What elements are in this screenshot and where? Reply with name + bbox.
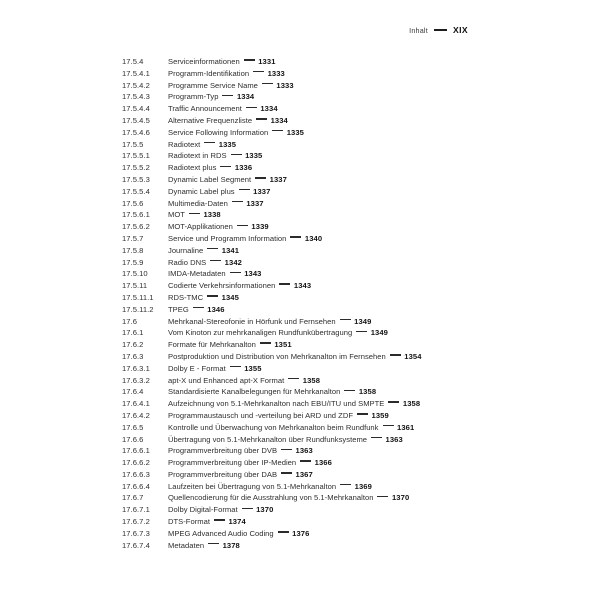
toc-entry-page-number: 1338: [203, 210, 221, 220]
toc-entry-title: Dolby E - Format: [168, 363, 226, 373]
toc-entry-page-number: 1333: [267, 68, 285, 78]
toc-entry-body: [168, 221, 269, 233]
toc-entry[interactable]: [122, 492, 576, 504]
toc-entry-page-number: 1343: [244, 269, 262, 279]
toc-entry-body: [168, 445, 313, 457]
toc-entry-number: 17.6.3.1: [122, 363, 150, 373]
toc-entry-page-number: 1349: [354, 316, 372, 326]
toc-entry-page-number: 1370: [391, 493, 410, 503]
toc-entry[interactable]: [122, 481, 576, 493]
toc-leader-rule-icon: [232, 201, 243, 202]
toc-entry[interactable]: [122, 186, 576, 198]
toc-entry-number: 17.5.5.1: [122, 151, 150, 161]
toc-entry[interactable]: [122, 174, 576, 186]
toc-entry-number: 17.6.7.3: [122, 528, 150, 538]
toc-entry-title: Programmverbreitung über IP-Medien: [168, 458, 297, 468]
toc-entry[interactable]: [122, 80, 576, 92]
toc-entry-number: 17.5.4.2: [122, 80, 150, 90]
toc-entry-body: [168, 457, 332, 469]
toc-entry-title: Programm-Identifikation: [168, 68, 250, 78]
toc-entry-body: [168, 268, 261, 280]
toc-leader-rule-icon: [390, 354, 401, 355]
toc-leader-rule-icon: [246, 107, 257, 108]
toc-entry-title: DTS-Format: [168, 517, 210, 527]
toc-entry-page-number: 1335: [245, 151, 263, 161]
toc-entry-number: 17.6.6.4: [122, 481, 150, 491]
toc-entry[interactable]: [122, 434, 576, 446]
toc-entry-number: 17.5.6: [122, 198, 144, 208]
toc-entry-page-number: 1378: [222, 540, 240, 550]
toc-entry[interactable]: [122, 398, 576, 410]
toc-entry-body: [168, 339, 292, 351]
toc-entry-title: Laufzeiten bei Übertragung von 5.1-Mehrkanalton: [168, 481, 337, 491]
toc-entry-title: Service Following Information: [168, 127, 269, 137]
toc-entry-body: [168, 233, 322, 245]
toc-entry-body: [168, 327, 388, 339]
toc-leader-rule-icon: [210, 260, 221, 261]
toc-entry[interactable]: [122, 386, 576, 398]
toc-entry-number: 17.5.4.5: [122, 115, 150, 125]
toc-entry-number: 17.6.1: [122, 328, 144, 338]
toc-leader-rule-icon: [242, 508, 253, 509]
toc-entry[interactable]: [122, 115, 576, 127]
toc-entry-page-number: 1331: [258, 57, 276, 66]
toc-entry[interactable]: [122, 540, 576, 552]
toc-entry-body: [168, 316, 371, 328]
toc-entry[interactable]: [122, 245, 576, 257]
toc-entry-body: [168, 56, 276, 68]
toc-entry-page-number: 1361: [397, 422, 415, 432]
toc-entry-title: Serviceinformationen: [168, 57, 240, 66]
toc-entry-title: Dolby Digital-Format: [168, 505, 238, 515]
toc-leader-rule-icon: [383, 425, 394, 426]
toc-entry-body: [168, 504, 273, 516]
toc-entry-title: Radiotext plus: [168, 163, 217, 173]
toc-entry[interactable]: [122, 363, 576, 375]
toc-leader-rule-icon: [208, 543, 219, 544]
toc-entry[interactable]: [122, 327, 576, 339]
toc-entry-title: Aufzeichnung von 5.1-Mehrkanalton nach EBU/ITU und SMPTE: [168, 399, 385, 409]
toc-entry[interactable]: [122, 91, 576, 103]
toc-entry-body: [168, 209, 221, 221]
toc-entry-page-number: 1339: [251, 222, 269, 232]
toc-entry[interactable]: [122, 457, 576, 469]
toc-entry-page-number: 1367: [295, 469, 313, 479]
toc-entry-body: [168, 492, 409, 504]
toc-entry-page-number: 1334: [236, 92, 255, 102]
toc-leader-rule-icon: [290, 236, 301, 237]
toc-entry-page-number: 1363: [295, 446, 313, 456]
toc-entry-page-number: 1337: [253, 186, 271, 196]
toc-entry-number: 17.6.7.4: [122, 540, 150, 550]
toc-entry-body: [168, 103, 278, 115]
toc-entry-title: Programme Service Name: [168, 80, 258, 90]
toc-entry-title: Dynamic Label Segment: [168, 174, 252, 184]
toc-entry-number: 17.5.6.2: [122, 222, 150, 232]
toc-entry-body: [168, 422, 414, 434]
toc-leader-rule-icon: [204, 142, 215, 143]
toc-entry-number: 17.5.8: [122, 245, 144, 255]
toc-entry-number: 17.5.5.3: [122, 174, 150, 184]
toc-entry[interactable]: [122, 351, 576, 363]
toc-entry-number: 17.6.7.1: [122, 505, 150, 515]
toc-entry-title: Multimedia-Daten: [168, 198, 228, 208]
toc-entry[interactable]: [122, 528, 576, 540]
toc-entry-page-number: 1349: [370, 328, 388, 338]
toc-leader-rule-icon: [189, 213, 200, 214]
toc-entry-page-number: 1374: [228, 517, 246, 527]
toc-entry-number: 17.5.5: [122, 139, 144, 149]
toc-entry-body: [168, 115, 288, 127]
toc-entry-body: [168, 351, 422, 363]
toc-entry-title: Radiotext in RDS: [168, 151, 227, 161]
toc-leader-rule-icon: [193, 307, 204, 308]
toc-entry-body: [168, 386, 376, 398]
running-head-rule-icon: [434, 29, 447, 31]
toc-entry-title: Alternative Frequenzliste: [168, 115, 253, 125]
toc-entry-number: 17.6.7: [122, 493, 144, 503]
toc-entry-body: [168, 280, 311, 292]
toc-leader-rule-icon: [237, 225, 248, 226]
toc-entry[interactable]: [122, 316, 576, 328]
toc-entry-body: [168, 375, 320, 387]
toc-entry-number: 17.6.3.2: [122, 375, 150, 385]
toc-leader-rule-icon: [377, 496, 388, 497]
toc-entry-body: [168, 540, 240, 552]
toc-entry-body: [168, 127, 304, 139]
toc-entry-number: 17.5.10: [122, 269, 148, 279]
toc-entry[interactable]: [122, 445, 576, 457]
toc-entry-title: Metadaten: [168, 540, 205, 550]
toc-entry-number: 17.6.5: [122, 422, 144, 432]
toc-entry-title: Radio DNS: [168, 257, 207, 267]
toc-entry-number: 17.6.4: [122, 387, 144, 397]
toc-entry[interactable]: [122, 304, 576, 316]
toc-leader-rule-icon: [300, 460, 311, 461]
toc-leader-rule-icon: [222, 95, 233, 96]
toc-entry-title: Vom Kinoton zur mehrkanaligen Rundfunkübertragung: [168, 328, 353, 338]
toc-entry-number: 17.5.4: [122, 57, 144, 66]
toc-entry-number: 17.5.4.6: [122, 127, 150, 137]
toc-leader-rule-icon: [231, 154, 242, 155]
toc-entry-number: 17.5.9: [122, 257, 144, 267]
toc-entry-body: [168, 304, 225, 316]
toc-entry-number: 17.5.4.3: [122, 92, 150, 102]
toc-leader-rule-icon: [239, 189, 250, 190]
toc-entry[interactable]: [122, 422, 576, 434]
toc-leader-rule-icon: [253, 71, 264, 72]
toc-entry-page-number: 1370: [256, 505, 274, 515]
toc-entry[interactable]: [122, 150, 576, 162]
toc-leader-rule-icon: [230, 366, 241, 367]
toc-entry-page-number: 1376: [292, 528, 310, 538]
toc-entry-title: Programmaustausch und -verteilung bei ARD und ZDF: [168, 410, 354, 420]
toc-leader-rule-icon: [207, 295, 218, 296]
toc-entry-body: [168, 150, 262, 162]
toc-entry-body: [168, 257, 242, 269]
toc-leader-rule-icon: [340, 319, 351, 320]
toc-entry-number: 17.5.11.1: [122, 292, 154, 302]
toc-leader-rule-icon: [220, 166, 231, 167]
toc-entry[interactable]: [122, 257, 576, 269]
toc-entry[interactable]: [122, 339, 576, 351]
toc-leader-rule-icon: [281, 449, 292, 450]
toc-entry-page-number: 1337: [269, 174, 287, 184]
toc-entry-title: IMDA-Metadaten: [168, 269, 226, 279]
toc-leader-rule-icon: [207, 248, 218, 249]
toc-entry-body: [168, 434, 403, 446]
toc-entry-page-number: 1358: [302, 375, 321, 385]
toc-entry[interactable]: [122, 516, 576, 528]
toc-entry[interactable]: [122, 280, 576, 292]
toc-entry-body: [168, 528, 309, 540]
toc-entry-number: 17.6.4.2: [122, 410, 150, 420]
toc-leader-rule-icon: [272, 130, 283, 131]
toc-entry-title: Journaline: [168, 245, 204, 255]
toc-entry-body: [168, 481, 372, 493]
toc-entry-title: MOT-Applikationen: [168, 222, 233, 232]
toc-entry[interactable]: [122, 469, 576, 481]
toc-entry-body: [168, 139, 236, 151]
toc-entry-page-number: 1369: [354, 481, 372, 491]
toc-entry-page-number: 1366: [314, 458, 332, 468]
toc-leader-rule-icon: [262, 83, 273, 84]
toc-entry-body: [168, 174, 287, 186]
toc-entry-title: Standardisierte Kanalbelegungen für Mehrkanalton: [168, 387, 341, 397]
toc-entry-title: Service und Programm Information: [168, 233, 287, 243]
toc-entry-number: 17.5.5.4: [122, 186, 150, 196]
toc-entry-number: 17.6.6.1: [122, 446, 150, 456]
toc-entry-number: 17.5.6.1: [122, 210, 150, 220]
toc-leader-rule-icon: [388, 401, 399, 402]
toc-entry-body: [168, 198, 264, 210]
toc-entry-number: 17.6: [122, 316, 137, 326]
toc-leader-rule-icon: [214, 519, 225, 520]
toc-entry-page-number: 1334: [260, 104, 278, 114]
toc-entry[interactable]: [122, 292, 576, 304]
toc-entry-title: MOT: [168, 210, 185, 220]
toc-entry-body: [168, 245, 239, 257]
toc-entry-number: 17.5.11: [122, 281, 148, 291]
running-head: [409, 25, 468, 35]
toc-entry-body: [168, 469, 313, 481]
toc-entry-title: Mehrkanal-Stereofonie in Hörfunk und Fernsehen: [168, 316, 336, 326]
toc-entry-body: [168, 80, 294, 92]
toc-entry-page-number: 1335: [218, 139, 237, 149]
toc-entry-page-number: 1341: [221, 245, 240, 255]
toc-entry-page-number: 1359: [371, 410, 389, 420]
toc-entry[interactable]: [122, 410, 576, 422]
toc-leader-rule-icon: [357, 413, 368, 414]
toc-entry-page-number: 1358: [402, 399, 421, 409]
toc-leader-rule-icon: [279, 283, 290, 284]
toc-entry-number: 17.6.7.2: [122, 517, 150, 527]
toc-entry-title: Kontrolle und Überwachung von Mehrkanalton beim Rundfunk: [168, 422, 379, 432]
toc-entry-number: 17.6.6.3: [122, 469, 150, 479]
toc-entry-page-number: 1363: [385, 434, 403, 444]
toc-leader-rule-icon: [281, 472, 292, 473]
toc-entry-page-number: 1342: [224, 257, 242, 267]
toc-leader-rule-icon: [244, 59, 255, 60]
toc-leader-rule-icon: [344, 390, 355, 391]
toc-entry-body: [168, 292, 239, 304]
toc-entry[interactable]: [122, 68, 576, 80]
toc-entry-page-number: 1355: [244, 363, 262, 373]
toc-entry-page-number: 1346: [207, 304, 225, 314]
toc-entry[interactable]: [122, 221, 576, 233]
toc-entry-body: [168, 91, 254, 103]
toc-entry-title: Übertragung von 5.1-Mehrkanalton über Rundfunksysteme: [168, 434, 368, 444]
running-head-label: Inhalt: [409, 25, 428, 35]
toc-entry-title: RDS-TMC: [168, 292, 204, 302]
toc-entry-body: [168, 68, 285, 80]
toc-entry-title: Programm-Typ: [168, 92, 219, 102]
toc-entry[interactable]: [122, 127, 576, 139]
toc-entry-page-number: 1354: [404, 351, 422, 361]
toc-leader-rule-icon: [340, 484, 351, 485]
toc-entry[interactable]: [122, 233, 576, 245]
toc-entry-title: Codierte Verkehrsinformationen: [168, 281, 276, 291]
toc-leader-rule-icon: [356, 331, 367, 332]
toc-entry-number: 17.5.7: [122, 233, 144, 243]
toc-entry-page-number: 1358: [358, 387, 377, 397]
toc-entry-title: Radiotext: [168, 139, 201, 149]
toc-entry-number: 17.5.4.1: [122, 68, 150, 78]
toc-leader-rule-icon: [260, 342, 271, 343]
toc-entry-number: 17.5.11.2: [122, 304, 154, 314]
toc-entry-page-number: 1335: [286, 127, 304, 137]
toc-leader-rule-icon: [255, 177, 266, 178]
toc-entry-number: 17.6.3: [122, 351, 144, 361]
toc-entry-page-number: 1336: [234, 163, 253, 173]
toc-entry[interactable]: [122, 162, 576, 174]
toc-entry-page-number: 1351: [274, 340, 292, 350]
toc-entry-number: 17.6.2: [122, 340, 144, 350]
toc-entry-number: 17.5.5.2: [122, 163, 150, 173]
toc-entry-body: [168, 410, 389, 422]
toc-leader-rule-icon: [278, 531, 289, 532]
toc-entry-body: [168, 186, 270, 198]
toc-entry-number: 17.6.6: [122, 434, 144, 444]
toc-entry-page-number: 1343: [293, 281, 312, 291]
toc-entry-number: 17.6.4.1: [122, 399, 150, 409]
toc-entry-body: [168, 363, 262, 375]
toc-entry-title: apt-X und Enhanced apt-X Format: [168, 375, 285, 385]
toc-entry-page-number: 1345: [221, 292, 239, 302]
toc-entry-page-number: 1334: [270, 115, 288, 125]
toc-entry-body: [168, 516, 246, 528]
toc-entry[interactable]: [122, 103, 576, 115]
toc-entry-title: Quellencodierung für die Ausstrahlung von 5.1-Mehrkanalton: [168, 493, 374, 503]
toc-entry[interactable]: [122, 56, 576, 68]
toc-leader-rule-icon: [371, 437, 382, 438]
toc-entry-body: [168, 162, 252, 174]
toc-entry-body: [168, 398, 420, 410]
page-folio: XIX: [452, 25, 468, 35]
toc-entry-title: Formate für Mehrkanalton: [168, 340, 256, 350]
table-of-contents: [122, 56, 576, 551]
toc-entry-number: 17.6.6.2: [122, 458, 150, 468]
toc-entry-title: Dynamic Label plus: [168, 186, 235, 196]
toc-entry[interactable]: [122, 198, 576, 210]
toc-entry-title: MPEG Advanced Audio Coding: [168, 528, 274, 538]
toc-leader-rule-icon: [288, 378, 299, 379]
toc-entry-title: Programmverbreitung über DVB: [168, 446, 278, 456]
toc-entry[interactable]: [122, 268, 576, 280]
toc-entry-title: Postproduktion und Distribution von Mehrkanalton im Fernsehen: [168, 351, 386, 361]
toc-entry[interactable]: [122, 504, 576, 516]
toc-leader-rule-icon: [256, 118, 267, 119]
toc-entry-title: Programmverbreitung über DAB: [168, 469, 278, 479]
toc-entry[interactable]: [122, 375, 576, 387]
toc-leader-rule-icon: [230, 272, 241, 273]
toc-entry-title: TPEG: [168, 304, 189, 314]
toc-entry-page-number: 1337: [246, 198, 264, 208]
toc-entry-page-number: 1340: [304, 233, 323, 243]
toc-entry[interactable]: [122, 139, 576, 151]
toc-entry[interactable]: [122, 209, 576, 221]
toc-entry-number: 17.5.4.4: [122, 104, 150, 114]
toc-entry-page-number: 1333: [276, 80, 294, 90]
toc-entry-title: Traffic Announcement: [168, 104, 242, 114]
